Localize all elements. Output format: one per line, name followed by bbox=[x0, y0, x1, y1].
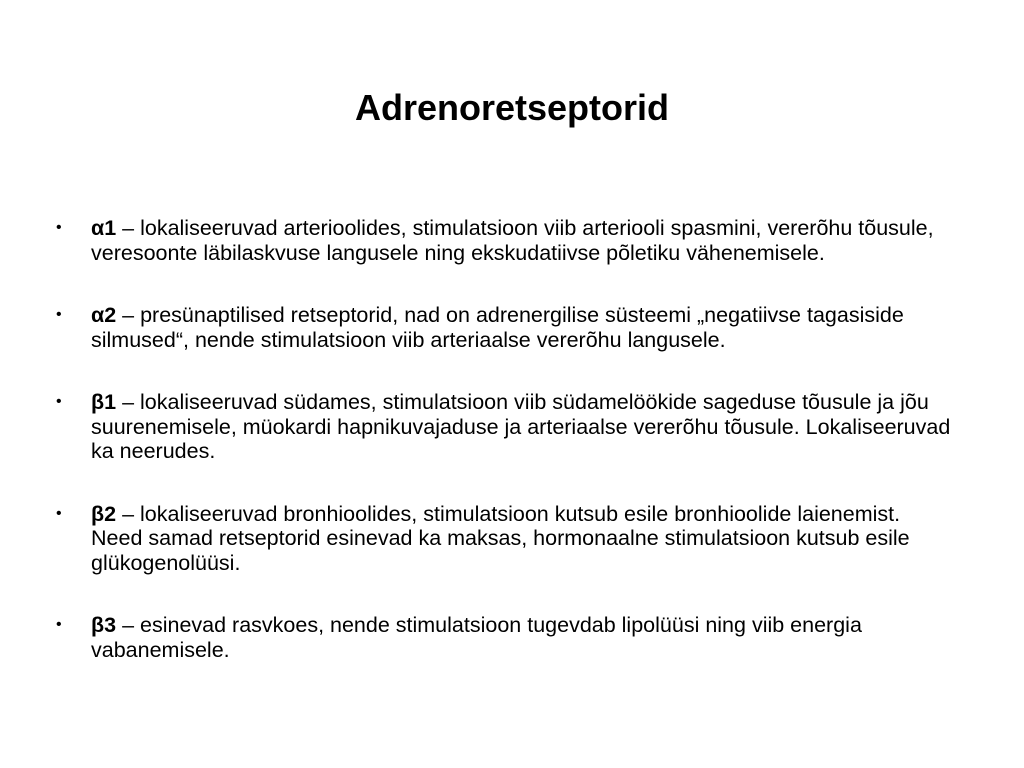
list-item bbox=[56, 390, 956, 464]
receptor-term: α2 bbox=[91, 303, 117, 327]
receptor-term: β2 bbox=[91, 501, 117, 526]
bullet-icon: • bbox=[56, 219, 62, 236]
receptor-term: β1 bbox=[91, 390, 117, 414]
receptor-description: – presünaptilised retseptorid, nad on adrenergilise süsteemi „negatiivse tagasiside silmused“, nende stimulatsioon viib arteriaalse vererõhu langusele. bbox=[91, 303, 904, 352]
receptor-description: – lokaliseeruvad bronhioolides, stimulatsioon kutsub esile bronhioolide laienemist. Need samad retseptorid esinevad ka maksas, hormonaalne stimulatsioon kutsub esile glükogenolüüsi. bbox=[91, 501, 910, 575]
slide-title: Adrenoretseptorid bbox=[354, 87, 670, 128]
bullet-icon: • bbox=[56, 306, 62, 323]
list-item bbox=[56, 502, 956, 576]
bullet-icon: • bbox=[56, 393, 62, 410]
receptor-description: – esinevad rasvkoes, nende stimulatsioon tugevdab lipolüüsi ning viib energia vabanemisele. bbox=[91, 613, 862, 662]
bullet-icon: • bbox=[56, 504, 62, 522]
list-item bbox=[56, 613, 956, 662]
list-item bbox=[56, 303, 956, 352]
receptor-term: α1 bbox=[91, 216, 117, 240]
bullet-icon: • bbox=[56, 616, 62, 633]
bullet-list bbox=[56, 216, 956, 700]
receptor-description: – lokaliseeruvad arterioolides, stimulatsioon viib arteriooli spasmini, vererõhu tõusule, veresoonte läbilaskvuse langusele ning ekskudatiivse põletiku vähenemisele. bbox=[91, 216, 934, 265]
receptor-description: – lokaliseeruvad südames, stimulatsioon viib südamelöökide sageduse tõusule ja jõu suurenemisele, müokardi hapnikuvajaduse ja arteriaalse vererõhu tõusule. Lokaliseeruvad ka neerudes. bbox=[91, 390, 951, 463]
receptor-term: β3 bbox=[91, 613, 117, 637]
list-item bbox=[56, 216, 956, 265]
